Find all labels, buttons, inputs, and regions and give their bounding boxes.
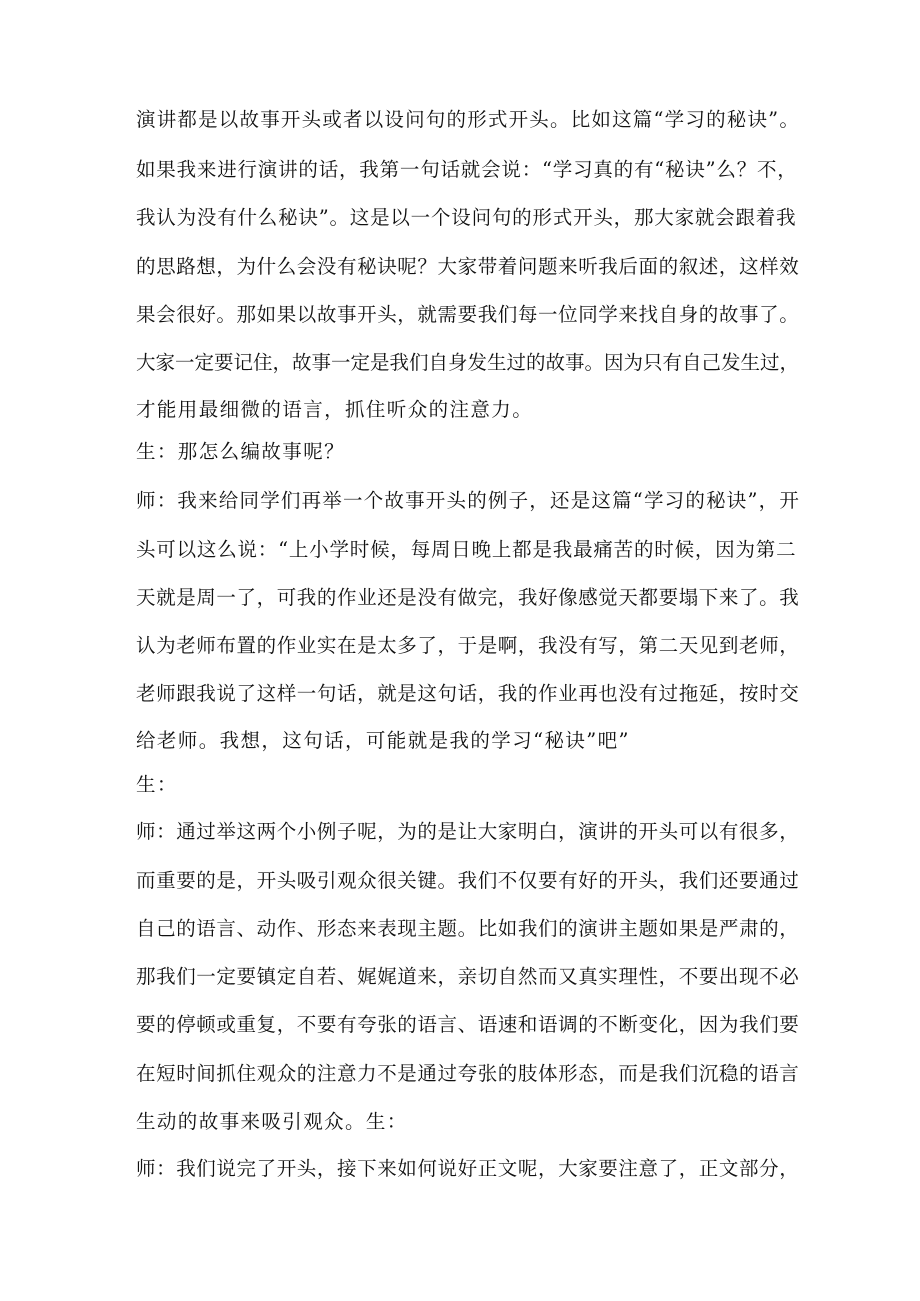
text-line: 要的停顿或重复，不要有夸张的语言、语速和语调的不断变化，因为我们要 [136, 1013, 800, 1036]
text-line: 在短时间抓住观众的注意力不是通过夸张的肢体形态，而是我们沉稳的语言 [136, 1062, 800, 1085]
text-line: 天就是周一了，可我的作业还是没有做完，我好像感觉天都要塌下来了。我 [136, 586, 800, 609]
text-line: 才能用最细微的语言，抓住听众的注意力。 [136, 398, 534, 421]
text-line: 生：那怎么编故事呢？ [136, 440, 346, 463]
text-line: 如果我来进行演讲的话，我第一句话就会说：“学习真的有“秘诀”么？不， [136, 158, 798, 181]
text-line: 我认为没有什么秘诀”。这是以一个设问句的形式开头，那大家就会跟着我 [136, 206, 797, 229]
text-line: 认为老师布置的作业实在是太多了，于是啊，我没有写，第二天见到老师， [136, 634, 800, 657]
text-line: 头可以这么说：“上小学时候，每周日晚上都是我最痛苦的时候，因为第二 [136, 538, 797, 561]
text-line: 生： [136, 773, 178, 796]
text-line: 自己的语言、动作、形态来表现主题。比如我们的演讲主题如果是严肃的， [136, 917, 800, 940]
text-line: 而重要的是，开头吸引观众很关键。我们不仅要有好的开头，我们还要通过 [136, 869, 800, 892]
text-line: 的思路想，为什么会没有秘诀呢？大家带着问题来听我后面的叙述，这样效 [136, 255, 800, 278]
text-line: 大家一定要记住，故事一定是我们自身发生过的故事。因为只有自己发生过， [136, 351, 800, 374]
text-line: 老师跟我说了这样一句话，就是这句话，我的作业再也没有过拖延，按时交 [136, 682, 800, 705]
text-line: 师：我们说完了开头，接下来如何说好正文呢，大家要注意了，正文部分， [136, 1157, 800, 1180]
text-line: 果会很好。那如果以故事开头，就需要我们每一位同学来找自身的故事了。 [136, 303, 800, 326]
text-line: 演讲都是以故事开头或者以设问句的形式开头。比如这篇“学习的秘诀”。 [136, 108, 801, 131]
text-line: 生动的故事来吸引观众。生： [136, 1110, 408, 1133]
text-line: 师：我来给同学们再举一个故事开头的例子，还是这篇“学习的秘诀”，开 [136, 489, 801, 512]
text-line: 给老师。我想，这句话，可能就是我的学习“秘诀”吧” [136, 729, 630, 752]
text-line: 那我们一定要镇定自若、娓娓道来，亲切自然而又真实理性，不要出现不必 [136, 965, 800, 988]
text-line: 师：通过举这两个小例子呢，为的是让大家明白，演讲的开头可以有很多， [136, 820, 800, 843]
